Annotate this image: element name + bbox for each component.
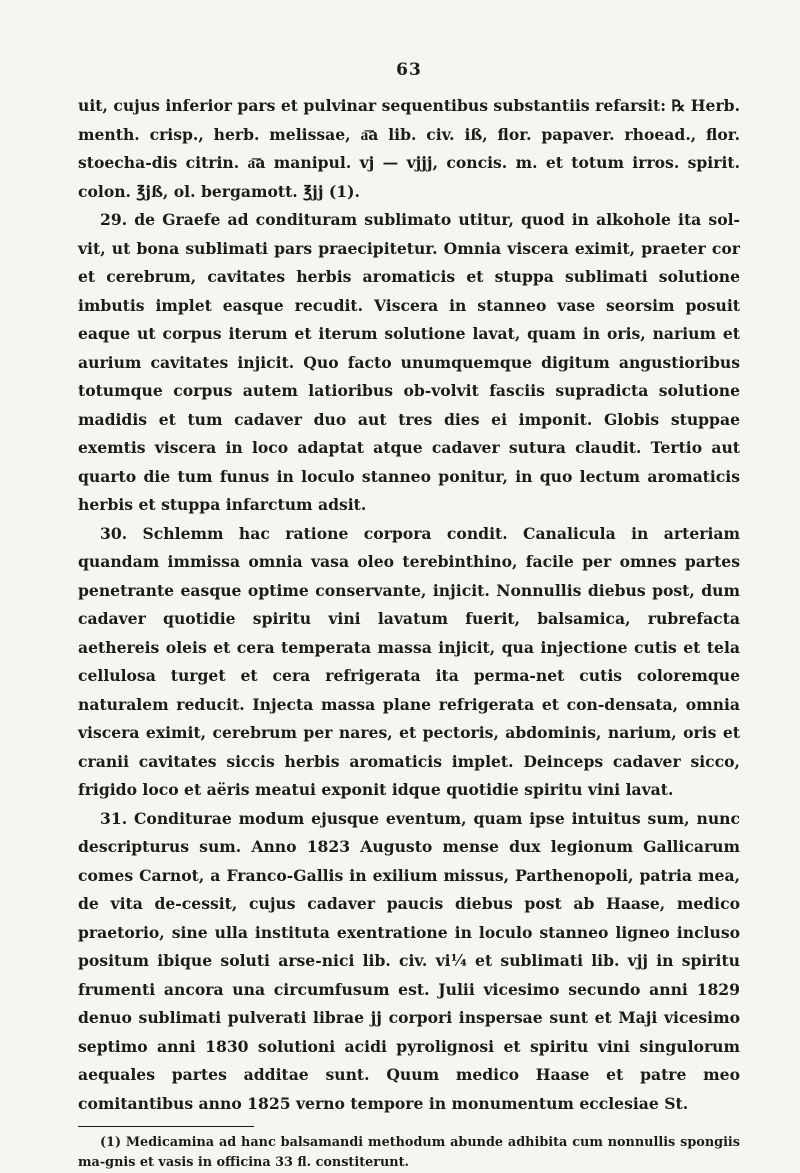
footnote: (1) Medicamina ad hanc balsamandi methodum abunde adhibita cum nonnullis spongiis ma-gnis et vasis in officina 33 fl. constiterunt.	[78, 1135, 740, 1170]
book-page	[78, 60, 740, 1173]
page-number: 63	[396, 60, 422, 80]
paragraph-30-schlemm: 30. Schlemm hac ratione corpora condit. Canalicula in arteriam quandam immissa omnia vasa oleo terebinthino, facile per omnes partes penetrante easque optime conservante, injicit. Nonnullis diebus post, dum cadaver quotidie spiritu vini lavatum fuerit, balsamica, rubrefacta aethereis oleis et cera temperata massa injicit, qua injectione cutis et tela cellulosa turget et cera refrigerata ita perma-net cutis coloremque naturalem reducit. Injecta massa plane refrigerata et con-densata, omnia viscera eximit, cerebrum per nares, et pectoris, abdominis, narium, oris et cranii cavitates siccis herbis aromaticis implet. Deinceps cadaver sicco, frigido loco et aëris meatui exponit idque quotidie spiritu vini lavat.	[78, 523, 740, 799]
footnote-divider	[78, 1126, 254, 1127]
paragraph-29-graefe: 29. de Graefe ad condituram sublimato utitur, quod in alkohole ita sol-vit, ut bona sublimati pars praecipitetur. Omnia viscera eximit, praeter cor et cerebrum, cavitates herbis aromaticis et stuppa sublimati solutione imbutis implet easque recudit. Viscera in stanneo vase seorsim posuit eaque ut corpus iterum et iterum solutione lavat, quam in oris, narium et aurium cavitates injicit. Quo facto unumquemque digitum angustioribus totumque corpus autem latioribus ob-volvit fasciis supradicta solutione madidis et tum cadaver duo aut tres dies ei imponit. Globis stuppae exemtis viscera in loco adaptat atque cadaver sutura claudit. Tertio aut quarto die tum funus in loculo stanneo ponitur, in quo lectum aromaticis herbis et stuppa infarctum adsit.	[78, 210, 740, 514]
paragraph-continuation: uit, cujus inferior pars et pulvinar sequentibus substantiis refarsit: ℞ Herb. menth. crisp., herb. melissae, a͞a lib. civ. iß, flor. papaver. rhoead., flor. stoecha-dis citrin. a͞a manipul. vj — vjjj, concis. m. et totum irros. spirit. colon. ℥jß, ol. bergamott. ℥jj (1).	[78, 96, 740, 201]
paragraph-31-carnot: 31. Conditurae modum ejusque eventum, quam ipse intuitus sum, nunc descripturus sum. Anno 1823 Augusto mense dux legionum Gallicarum comes Carnot, a Franco-Gallis in exilium missus, Parthenopoli, patria mea, de vita de-cessit, cujus cadaver paucis diebus post ab Haase, medico praetorio, sine ulla instituta exentratione in loculo stanneo ligneo incluso positum ibique soluti arse-nici lib. civ. vi¼ et sublimati lib. vjj in spiritu frumenti ancora una circumfusum est. Julii vicesimo secundo anni 1829 denuo sublimati pulverati librae jj corpori inspersae sunt et Maji vicesimo septimo anni 1830 solutioni acidi pyrolignosi et spiritu vini singulorum aequales partes additae sunt. Quum medico Haase et patre meo comitantibus anno 1825 verno tempore in monumentum ecclesiae St.	[78, 808, 740, 1113]
body-text	[78, 92, 740, 1118]
